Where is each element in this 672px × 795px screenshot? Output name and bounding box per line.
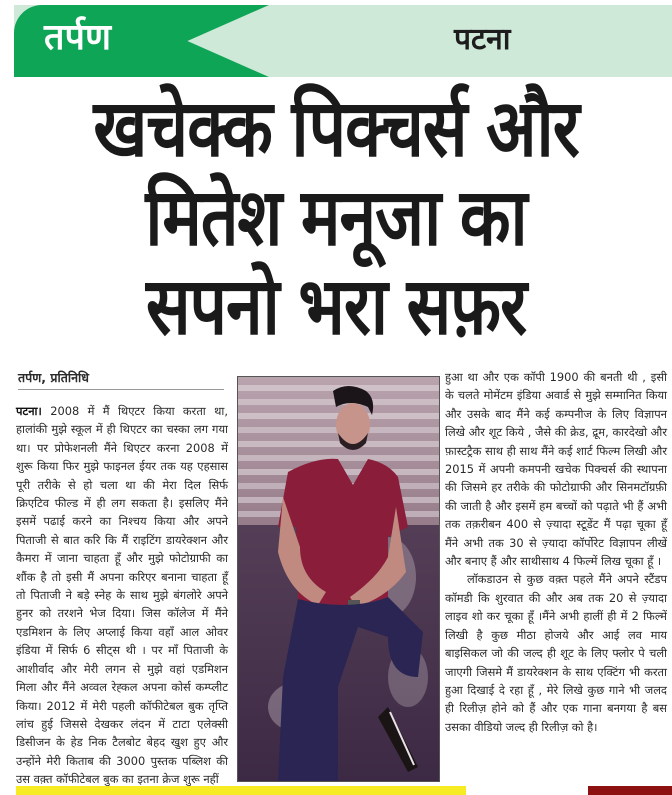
section-name: तर्पण bbox=[44, 17, 111, 58]
bottom-red-bar bbox=[588, 786, 672, 795]
dateline: पटना। bbox=[16, 404, 42, 418]
photo-image-icon bbox=[238, 377, 439, 781]
headline bbox=[0, 84, 672, 351]
bottom-yellow-bar bbox=[16, 786, 466, 795]
article-paragraph bbox=[16, 402, 228, 789]
byline: तर्पण, प्रतिनिधि bbox=[18, 369, 224, 390]
headline-line: खचेक्क पिक्चर्स और bbox=[93, 82, 579, 175]
headline-line: सपनो भरा सफ़र bbox=[145, 260, 527, 353]
portrait-photo bbox=[237, 376, 440, 782]
article-paragraph: हुआ था और एक कॉपी 1900 की बनती थी , इसी के चलते मोमेंटम इंडिया अवार्ड से मुझे सम्मानित किया और उसके बाद मैंने कई कम्पनीज के लिए विज्ञापन लिखे और शूट किये , जैसे की क्रेड, द्रूम, कारदेखो और फ़ास्टट्रैक साथ ही साथ मैंने कई शार्ट फिल्म लिखी और 2015 में अपनी कमपनी खचेक पिक्चर्स की स्थापना की जिसमे हर तरीके की फोटोग्राफी और सिनमटॉग्रफ़ी की जाती है और इसमें हम बच्चों को पढ़ाते भी हैं अभी तक तक़रीबन 400 से ज़्यादा स्टूडेंट मैं पढ़ा चूका हूँ मैंने अभी तक 30 से ज़्यादा कॉर्पोरेट विज्ञापन लीखें और बनाए हैं और साथीसाथ 4 फिल्में लिख चूका हूँ । bbox=[445, 370, 667, 569]
city-name: पटना bbox=[454, 22, 511, 57]
headline-line: मितेश मनूजा का bbox=[145, 171, 527, 264]
article-column-left bbox=[16, 402, 228, 789]
article-paragraph: लॉकडाउन से कुछ वक़्त पहले मैंने अपने स्टैंडप कॉमडी कि शुरवात की और अब तक 20 से ज़्यादा लाइव शो कर चूका हूँ ।मैंने अभी हालीं ही में 2 फिल्में लिखी है कुछ मीठा होजये और आई लव माय बाइसिकल जो की जल्द ही शूट के लिए फ्लोर पे चली जाएगी जिसमे मैं डायरेक्शन के साथ एक्टिंग भी करता हुआ दिखाई दे रहा हूँ , मेरे लिखे कुछ गाने भी जलद ही रिलीज़ होने को हैं और एक गाना बनगया है बस उसका वीडियो जल्द ही रिलीज़ को है। bbox=[445, 572, 667, 734]
article-column-right bbox=[445, 368, 667, 736]
section-header bbox=[14, 5, 672, 77]
paragraph-text: 2008 में मैं थिएटर किया करता था, हालांकी मुझे स्कूल में ही थिएटर का चस्का लग गया था। पर प्रोफेशनली मैंने थिएटर करना 2008 में शुरू किया फिर मुझे फाइनल ईयर तक यह एहसास पूरी तरीके से हो चला था की मेरा दिल सिर्फ क्रिएटिव फील्ड में ही लग सकता है। इसलिए मैंने इसमें पढाई करने का निश्चय किया और अपने पिताजी से बात करि कि मैं राइटिंग डायरेक्शन और कैमरा में जाना चाहता हूँ और मुझे फोटोग्राफी का शौंक है तो इसी मैं अपना करिएर बनाना चाहता हूँ तो पिताजी ने बड़े स्नेह के साथ मुझे बंगलोरे अपने हुनर को तरशने भेज दिया। जिस कॉलेज में मैंने एडमिशन के लिए अप्लाई किया वहाँ आल ओवर इंडिया में सिर्फ 6 सीट्स थी । पर माँ पिताजी के आशीर्वाद और मेरी लगन से मुझे वहां एडमिशन मिला और मैंने अव्वल रेह्कल अपना कोर्स कम्प्लीट किया। 2012 में मेरी पहली कॉफीटेबल बुक तृप्ति लांच हुई जिससे देखकर लंदन में टाटा एलेक्सी डिसीजन के हेड निक टैलबोट बेहद खुश हुए और उन्होंने मेरी किताब की 3000 पुस्तक पब्लिश की उस वक़्त कॉफीटेबल बुक का इतना क्रेज शुरू नहीं bbox=[16, 404, 228, 787]
